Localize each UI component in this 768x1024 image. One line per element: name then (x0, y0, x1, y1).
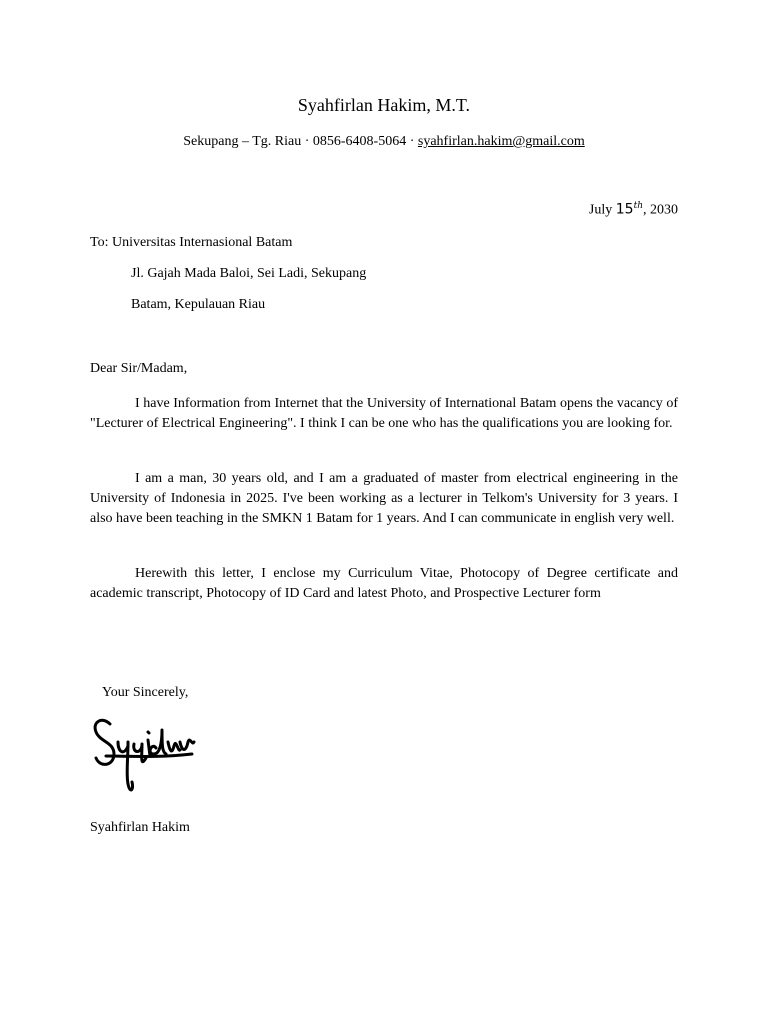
date-day: 15 (615, 201, 634, 218)
sender-contact-line (0, 134, 768, 150)
body-paragraph: I am a man, 30 years old, and I am a graduated of master from electrical engineering in the University of Indonesia in 2025. I've been working as a lecturer in Telkom's University for 3 years. I also have been teaching in the SMKN 1 Batam for 1 years. And I can communicate in english very well. (90, 471, 678, 526)
date-month: July (588, 202, 613, 218)
signer-name: Syahfirlan Hakim (90, 820, 190, 835)
closing: Your Sincerely, (102, 685, 189, 700)
body-paragraph: Herewith this letter, I enclose my Curriculum Vitae, Photocopy of Degree certificate and academic transcript, Photocopy of ID Card and latest Photo, and Prospective Lecturer form (90, 566, 678, 601)
contact-separator: · (409, 134, 415, 149)
date-year: , 2030 (643, 202, 678, 218)
body-paragraph: I have Information from Internet that the University of International Batam opens the vacancy of "Lecturer of Electrical Engineering". I think I can be one who has the qualifications you are looking for. (90, 396, 678, 431)
recipient-line-2: Jl. Gajah Mada Baloi, Sei Ladi, Sekupang (131, 266, 367, 281)
date-day-suffix: th (633, 201, 643, 211)
recipient-line-3: Batam, Kepulauan Riau (131, 297, 266, 312)
letter-date (589, 201, 678, 219)
handwritten-signature (88, 712, 204, 804)
sender-email-link[interactable]: syahfirlan.hakim@gmail.com (417, 134, 585, 149)
sender-phone: 0856-6408-5064 (312, 134, 407, 149)
sender-address: Sekupang – Tg. Riau (183, 134, 302, 149)
sender-name: Syahfirlan Hakim, M.T. (297, 95, 471, 115)
contact-separator: · (304, 134, 310, 149)
salutation: Dear Sir/Madam, (90, 361, 188, 376)
recipient-line-1: To: Universitas Internasional Batam (90, 235, 293, 250)
